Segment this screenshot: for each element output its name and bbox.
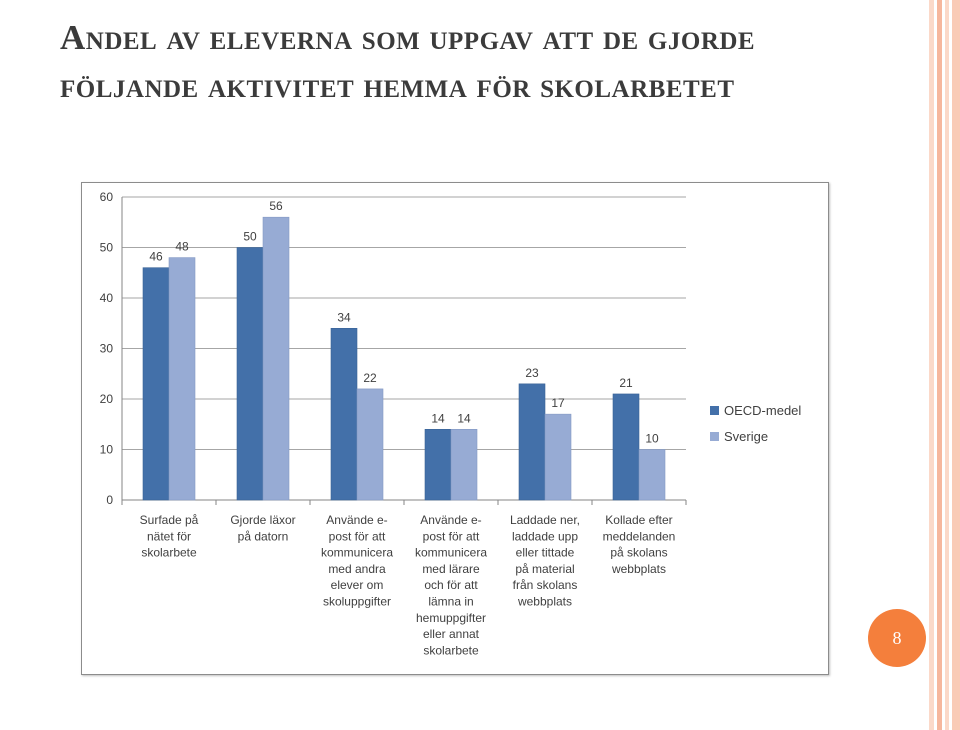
data-label: 23 [525,365,539,380]
x-category-label: Använde e-post för att kommunicera med lärare och för att lämna in hemuppgifter eller annat skolarbete [414,513,488,658]
bar-sverige [169,258,195,500]
data-label: 10 [645,431,659,446]
stripe-4 [952,0,960,730]
stripe-3 [945,0,949,730]
bar-sverige [451,429,477,500]
x-category-label: Laddade ner, laddade upp eller tittade på material från skolans webbplats [509,513,581,609]
page-number-badge [868,609,926,667]
x-category-label: Kollade efter meddelanden på skolans webbplats [602,513,676,576]
stripe-1 [929,0,934,730]
bar-sverige [357,389,383,500]
x-category-label: Använde e-post för att kommunicera med andra elever om skoluppgifter [320,513,394,609]
y-tick-label: 60 [99,190,113,204]
legend-label: Sverige [724,429,769,444]
x-category-label: Surfade på nätet för skolarbete [139,513,199,560]
chart-frame [81,182,829,675]
bar-sverige [263,217,289,500]
bar-sverige [639,450,665,501]
bar-oecd-medel [331,328,357,500]
bar-oecd-medel [519,384,545,500]
data-label: 21 [619,375,633,390]
bar-oecd-medel [613,394,639,500]
bar-oecd-medel [425,429,451,500]
data-label: 46 [149,249,163,264]
y-tick-label: 30 [99,341,113,356]
data-label: 22 [363,370,377,385]
bar-oecd-medel [237,248,263,501]
y-tick-label: 50 [99,240,113,255]
y-tick-label: 10 [99,442,113,457]
y-tick-label: 20 [99,392,113,406]
data-label: 48 [175,239,189,254]
data-label: 14 [431,411,445,426]
data-label: 34 [337,310,351,325]
stripe-2 [937,0,942,730]
y-tick-label: 40 [99,291,113,305]
page-number: 8 [892,627,902,648]
legend-label: OECD-medel [724,403,802,418]
legend-swatch [710,406,719,415]
bar-oecd-medel [143,268,169,500]
x-category-label: Gjorde läxor på datorn [230,513,296,544]
legend-swatch [710,432,719,441]
data-label: 14 [457,411,471,426]
bar-chart [82,183,828,674]
data-label: 56 [269,199,283,214]
data-label: 17 [551,396,565,411]
bar-sverige [545,414,571,500]
y-tick-label: 0 [106,493,113,507]
data-label: 50 [243,229,257,244]
slide-title: Andel av eleverna som uppgav att de gjorde följande aktivitet hemma för skolarbetet [60,18,756,105]
